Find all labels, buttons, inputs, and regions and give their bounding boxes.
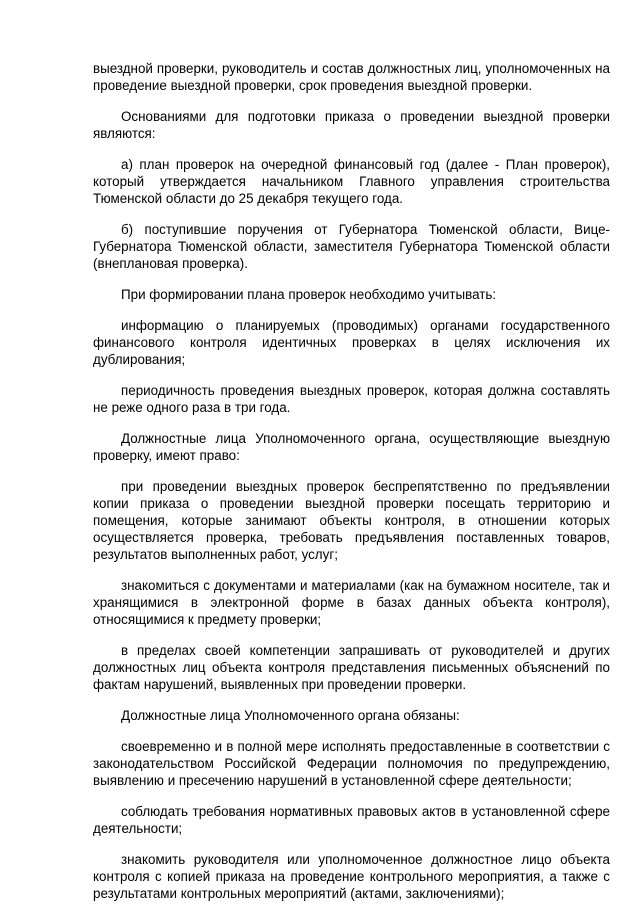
paragraph-plan-intro: При формировании плана проверок необходимо учитывать:	[121, 287, 497, 302]
paragraph-continuation: выездной проверки, руководитель и состав должностных лиц, уполномоченных на проведение выездной проверки, срок проведения выездной проверки.	[93, 61, 610, 93]
paragraph-right-3: в пределах своей компетенции запрашивать от руководителей и других должностных лиц объекта контроля представления письменных объяснений по фактам нарушений, выявленных при проведении проверки.	[93, 643, 610, 692]
paragraph-duty-3: знакомить руководителя или уполномоченное должностное лицо объекта контроля с копией приказа на проведение контрольного мероприятия, а также с результатами контрольных мероприятий (актами, заключениями);	[93, 852, 610, 901]
paragraph-rights-intro: Должностные лица Уполномоченного органа, осуществляющие выездную проверку, имеют право:	[93, 431, 610, 463]
paragraph-plan-item-2: периодичность проведения выездных проверок, которая должна составлять не реже одного раза в три года.	[93, 383, 610, 415]
paragraph-grounds-intro: Основаниями для подготовки приказа о проведении выездной проверки являются:	[93, 109, 610, 141]
paragraph-duty-2: соблюдать требования нормативных правовых актов в установленной сфере деятельности;	[93, 804, 610, 836]
paragraph-plan-item-1: информацию о планируемых (проводимых) органами государственного финансового контроля идентичных проверках в целях исключения их дублирования;	[93, 318, 610, 367]
paragraph-duty-1: своевременно и в полной мере исполнять предоставленные в соответствии с законодательством Российской Федерации полномочия по предупреждению, выявлению и пресечению нарушений в установленной сфере деятельности;	[93, 739, 610, 788]
paragraph-ground-b: б) поступившие поручения от Губернатора Тюменской области, Вице-Губернатора Тюменской области, заместителя Губернатора Тюменской области (внеплановая проверка).	[93, 222, 610, 271]
paragraph-right-2: знакомиться с документами и материалами (как на бумажном носителе, так и хранящимися в электронной форме в базах данных объекта контроля), относящимися к предмету проверки;	[93, 578, 610, 627]
paragraph-right-1: при проведении выездных проверок беспрепятственно по предъявлении копии приказа о проведении выездной проверки посещать территорию и помещения, которые занимают объекты контроля, в отношении которых осуществляется проверка, требовать предъявления поставленных товаров, результатов выполненных работ, услуг;	[93, 479, 610, 562]
paragraph-duties-intro: Должностные лица Уполномоченного органа обязаны:	[121, 708, 460, 723]
paragraph-ground-a: а) план проверок на очередной финансовый год (далее - План проверок), который утверждается начальником Главного управления строительства Тюменской области до 25 декабря текущего года.	[93, 157, 610, 206]
